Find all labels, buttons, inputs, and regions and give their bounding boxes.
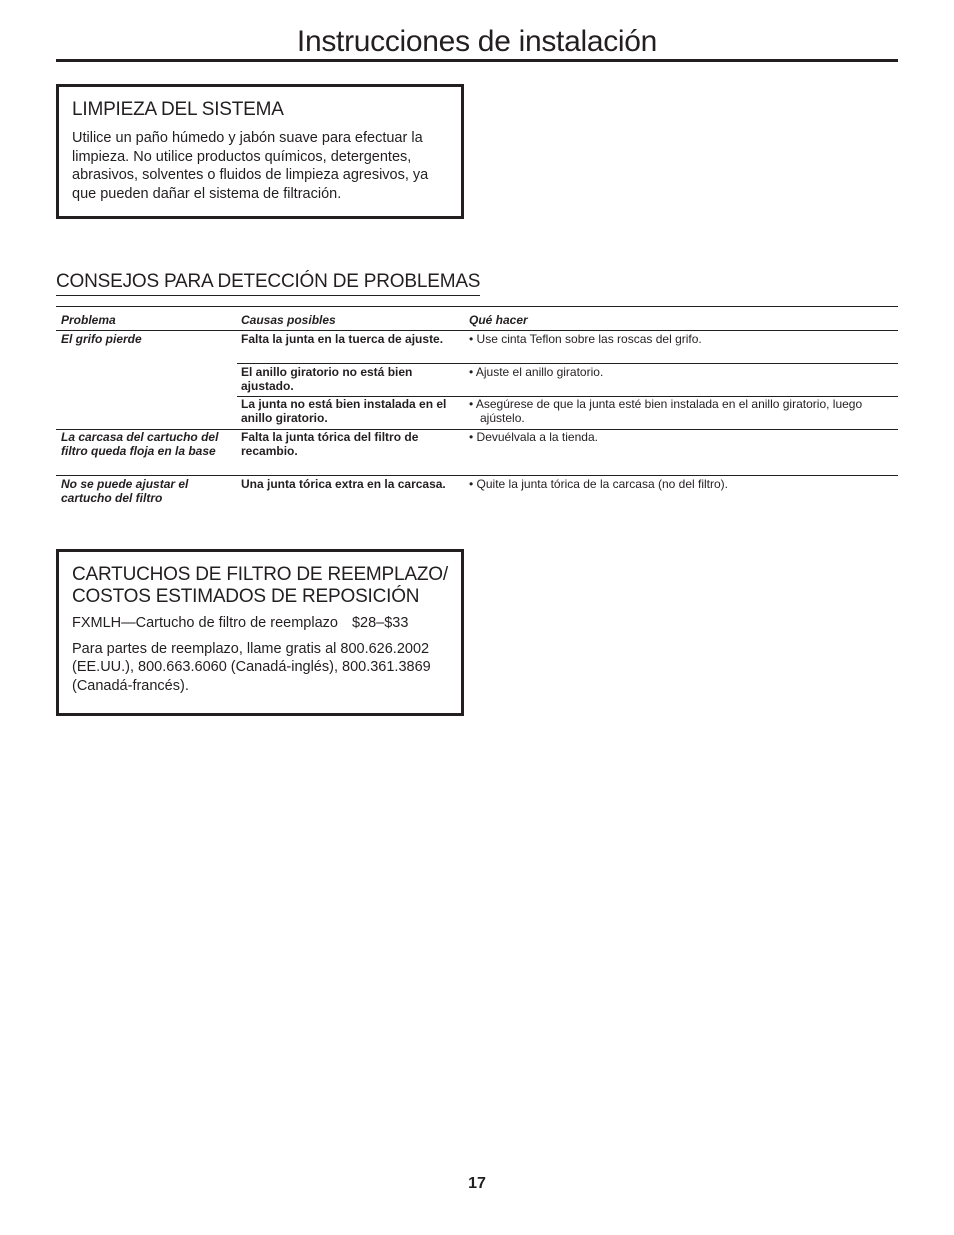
replacement-contact-text: Para partes de reemplazo, llame gratis al 800.626.2002 (EE.UU.), 800.663.6060 (Canadá-inglés), 800.361.3869 (Canadá-francés). (72, 640, 431, 694)
action-cell: • Devuélvala a la tienda. (469, 430, 598, 444)
cause-cell: La junta no está bien instalada en el anillo giratorio. (241, 397, 447, 425)
title-rule (56, 59, 898, 62)
column-header-action: Qué hacer (469, 313, 528, 327)
system-cleaning-box (56, 84, 464, 219)
action-cell: • Use cinta Teflon sobre las roscas del grifo. (469, 332, 702, 346)
row-rule (237, 363, 898, 364)
header-rule (56, 330, 898, 331)
cartridge-price: $28–$33 (351, 615, 409, 631)
action-cell: • Asegúrese de que la junta esté bien instalada en el anillo giratorio, luego ajústelo. (469, 397, 863, 425)
page-title: Instrucciones de instalación (296, 25, 658, 58)
replacement-cartridges-heading (72, 564, 451, 608)
problem-cell: La carcasa del cartucho del filtro queda floja en la base (61, 430, 219, 458)
system-cleaning-heading: LIMPIEZA DEL SISTEMA (72, 99, 284, 120)
cause-cell: Una junta tórica extra en la carcasa. (241, 477, 446, 491)
action-cell: • Quite la junta tórica de la carcasa (no del filtro). (469, 477, 728, 491)
heading-line-2: COSTOS ESTIMADOS DE REPOSICIÓN (72, 586, 420, 607)
problem-cell: El grifo pierde (61, 332, 142, 346)
cartridge-item: FXMLH—Cartucho de filtro de reemplazo (72, 615, 338, 631)
column-header-problem: Problema (61, 313, 116, 327)
table-top-rule (56, 306, 898, 307)
column-header-causes: Causas posibles (241, 313, 336, 327)
action-cell: • Ajuste el anillo giratorio. (469, 365, 604, 379)
row-rule (56, 475, 898, 476)
replacement-cartridges-box (56, 549, 464, 716)
system-cleaning-text: Utilice un paño húmedo y jabón suave para efectuar la limpieza. No utilice productos químicos, detergentes, abrasivos, solventes o fluidos de limpieza agresivos, ya que pueden dañar el sistema de filtración. (72, 130, 429, 202)
cause-cell: Falta la junta en la tuerca de ajuste. (241, 332, 444, 346)
page-number: 17 (468, 1175, 486, 1192)
heading-line-1: CARTUCHOS DE FILTRO DE REEMPLAZO/ (72, 564, 448, 585)
cause-cell: El anillo giratorio no está bien ajustado. (241, 365, 413, 393)
cause-cell: Falta la junta tórica del filtro de recambio. (241, 430, 419, 458)
problem-cell: No se puede ajustar el cartucho del filtro (61, 477, 189, 505)
troubleshooting-heading: CONSEJOS PARA DETECCIÓN DE PROBLEMAS (56, 270, 480, 296)
cartridge-price-line (72, 614, 451, 633)
